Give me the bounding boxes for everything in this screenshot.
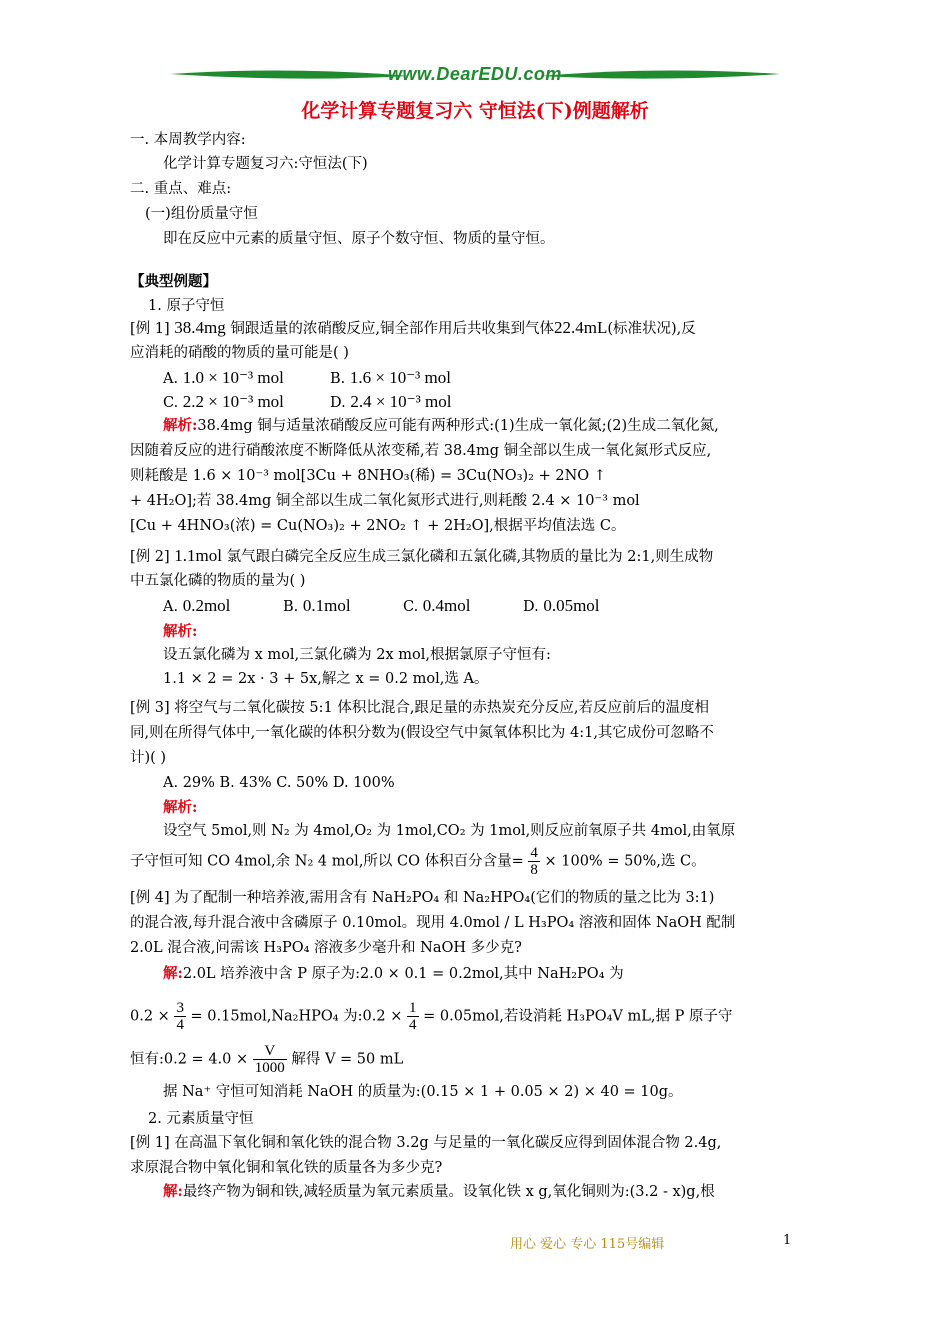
text-line: 1.1 × 2 = 2x · 3 + 5x,解之 x = 0.2 mol,选 A。: [163, 671, 489, 687]
example-tag: [例 1]: [130, 321, 170, 337]
numerator: 4: [530, 845, 538, 861]
site-header: [170, 64, 780, 94]
numerator: V: [253, 1043, 287, 1060]
numerator: 1: [409, 1000, 417, 1016]
text: 在高温下氧化铜和氧化铁的混合物 3.2g 与足量的一氧化碳反应得到固体混合物 2.4g,: [174, 1135, 722, 1151]
text-line: 则耗酸是 1.6 × 10⁻³ mol[3Cu + 8NHO₃(稀) = 3Cu(NO₃)₂ + 2NO ↑: [130, 468, 606, 484]
text-line: 因随着反应的进行硝酸浓度不断降低从浓变稀,若 38.4mg 铜全部以生成一氧化氮形式反应,: [130, 443, 712, 459]
option-letter: D.: [330, 395, 346, 411]
option-value: 0.4mol: [422, 596, 471, 615]
text: 解得 V = 50 mL: [291, 1051, 404, 1068]
example-tag: [例 1]: [130, 1135, 170, 1151]
analysis-label: 解析:: [163, 417, 198, 434]
math: 38.4mg: [174, 318, 226, 337]
text: 恒有:0.2 = 4.0 ×: [130, 1051, 249, 1068]
analysis-label: 解:: [163, 1183, 183, 1200]
denominator: 1000: [254, 1060, 285, 1076]
text-line: 据 Na⁺ 守恒可知消耗 NaOH 的质量为:(0.15 × 1 + 0.05 × 2) × 40 = 10g。: [163, 1084, 683, 1100]
option-letter: C.: [403, 599, 419, 615]
text-line: 应消耗的硝酸的物质的量可能是( ): [130, 345, 349, 361]
math: 22.4mL: [553, 318, 608, 337]
text: = 0.05mol,若设消耗 H₃PO₄V mL,据 P 原子守: [423, 1008, 733, 1025]
example-3-question-line: [130, 698, 709, 718]
text-line: [Cu + 4HNO₃(浓) = Cu(NO₃)₂ + 2NO₂ ↑ + 2H₂O],根据平均值法选 C。: [130, 518, 626, 534]
text: × 100% = 50%,选 C。: [544, 853, 706, 870]
analysis-line: [163, 416, 719, 436]
denominator: 4: [409, 1017, 417, 1033]
example-tag: [例 2]: [130, 549, 170, 565]
option-letter: B.: [283, 599, 299, 615]
text-line: 中五氯化磷的物质的量为( ): [130, 573, 306, 589]
options-row: [163, 368, 284, 389]
text: 将空气与二氧化碳按 5:1 体积比混合,跟足量的赤热炭充分反应,若反应前后的温度相: [174, 700, 710, 716]
subsection-heading: 2. 元素质量守恒: [148, 1111, 254, 1127]
analysis-label: 解:: [163, 965, 183, 982]
text: = 0.15mol,Na₂HPO₄ 为:0.2 ×: [190, 1008, 403, 1025]
text-line: 设五氯化磷为 x mol,三氯化磷为 2x mol,根据氯原子守恒有:: [163, 647, 551, 663]
example-1-question-line: [130, 318, 696, 339]
options-row: A. 29% B. 43% C. 50% D. 100%: [163, 775, 395, 791]
example-tag: [例 4]: [130, 890, 170, 906]
text-line: 求原混合物中氧化铜和氧化铁的质量各为多少克?: [130, 1160, 443, 1176]
section-heading: 二. 重点、难点:: [130, 181, 232, 197]
option-value: 0.05mol: [543, 596, 600, 615]
text-line: 化学计算专题复习六:守恒法(下): [163, 156, 368, 172]
analysis-line: [163, 1182, 715, 1202]
text: 子守恒可知 CO 4mol,余 N₂ 4 mol,所以 CO 体积百分含量=: [130, 853, 524, 870]
fraction: [407, 1000, 419, 1033]
options-row: [163, 392, 284, 413]
options-row: [163, 596, 230, 617]
text-line: 计)( ): [130, 750, 167, 766]
fraction: [174, 1000, 186, 1033]
option-value: 2.4 × 10⁻³ mol: [350, 392, 452, 411]
example-2-question-line: [130, 546, 713, 567]
text-line: 即在反应中元素的质量守恒、原子个数守恒、物质的量守恒。: [163, 231, 555, 247]
page-number: 1: [783, 1233, 792, 1248]
text-line: 设空气 5mol,则 N₂ 为 4mol,O₂ 为 1mol,CO₂ 为 1mol,则反应前氧原子共 4mol,由氧原: [163, 823, 736, 839]
option-letter: A.: [163, 371, 179, 387]
fraction-line: [130, 845, 706, 878]
options-row: [330, 368, 451, 389]
example-5-question-line: [130, 1133, 721, 1153]
text: 2.0L 培养液中含 P 原子为:2.0 × 0.1 = 0.2mol,其中 NaH₂PO₄ 为: [182, 966, 624, 982]
math: 1.1mol: [174, 546, 222, 565]
text: 氯气跟白磷完全反应生成三氯化磷和五氯化磷,其物质的量比为 2:1,则生成物: [226, 549, 714, 565]
option-letter: C.: [163, 395, 179, 411]
analysis-label: 解析:: [163, 799, 198, 816]
fraction: [528, 845, 540, 878]
example-4-question-line: [130, 888, 714, 908]
fraction-line: [130, 1000, 732, 1033]
fraction: [253, 1043, 287, 1076]
fraction-line: [130, 1043, 403, 1076]
denominator: 8: [530, 862, 538, 878]
text-line: 2.0L 混合液,问需该 H₃PO₄ 溶液多少毫升和 NaOH 多少克?: [130, 940, 522, 956]
example-tag: [例 3]: [130, 700, 170, 716]
section-heading: 一. 本周教学内容:: [130, 132, 246, 148]
text-line: (一)组份质量守恒: [145, 206, 258, 222]
analysis-line: [163, 964, 624, 984]
option-letter: D.: [523, 599, 539, 615]
text: 最终产物为铜和铁,减轻质量为氧元素质量。设氧化铁 x g,氧化铜则为:(3.2 - x)g,根: [182, 1184, 715, 1200]
options-row: [330, 392, 451, 413]
option-value: 1.6 × 10⁻³ mol: [349, 368, 451, 387]
text: 铜跟适量的浓硝酸反应,铜全部作用后共收集到气体: [230, 321, 554, 337]
footer-note: 用心 爱心 专心 115号编辑: [510, 1237, 665, 1252]
text-line: 的混合液,每升混合液中含磷原子 0.10mol。现用 4.0mol / L H₃PO₄ 溶液和固体 NaOH 配制: [130, 915, 736, 931]
option-value: 1.0 × 10⁻³ mol: [182, 368, 284, 387]
option-value: 2.2 × 10⁻³ mol: [182, 392, 284, 411]
options-row: [523, 596, 600, 617]
denominator: 4: [176, 1017, 184, 1033]
option-value: 0.2mol: [182, 596, 231, 615]
text: 38.4mg 铜与适量浓硝酸反应可能有两种形式:(1)生成一氧化氮;(2)生成二氧化氮,: [197, 418, 719, 434]
options-row: [283, 596, 351, 617]
numerator: 3: [176, 1000, 184, 1016]
text: 0.2 ×: [130, 1008, 170, 1025]
subsection-heading: 1. 原子守恒: [148, 298, 225, 314]
text-line: 同,则在所得气体中,一氧化碳的体积分数为(假设空气中氮氧体积比为 4:1,其它成份可忽略不: [130, 725, 714, 741]
option-letter: B.: [330, 371, 346, 387]
examples-heading: 【典型例题】: [130, 273, 217, 290]
options-row: [403, 596, 471, 617]
text: (标准状况),反: [607, 321, 696, 337]
option-value: 0.1mol: [302, 596, 351, 615]
option-letter: A.: [163, 599, 179, 615]
analysis-label: 解析:: [163, 623, 198, 640]
text-line: + 4H₂O];若 38.4mg 铜全部以生成二氧化氮形式进行,则耗酸 2.4 × 10⁻³ mol: [130, 493, 640, 509]
page-title: 化学计算专题复习六 守恒法(下)例题解析: [301, 100, 649, 122]
site-url[interactable]: www.DearEDU.com: [388, 64, 562, 84]
text: 为了配制一种培养液,需用含有 NaH₂PO₄ 和 Na₂HPO₄(它们的物质的量之比为 3:1): [174, 890, 715, 906]
